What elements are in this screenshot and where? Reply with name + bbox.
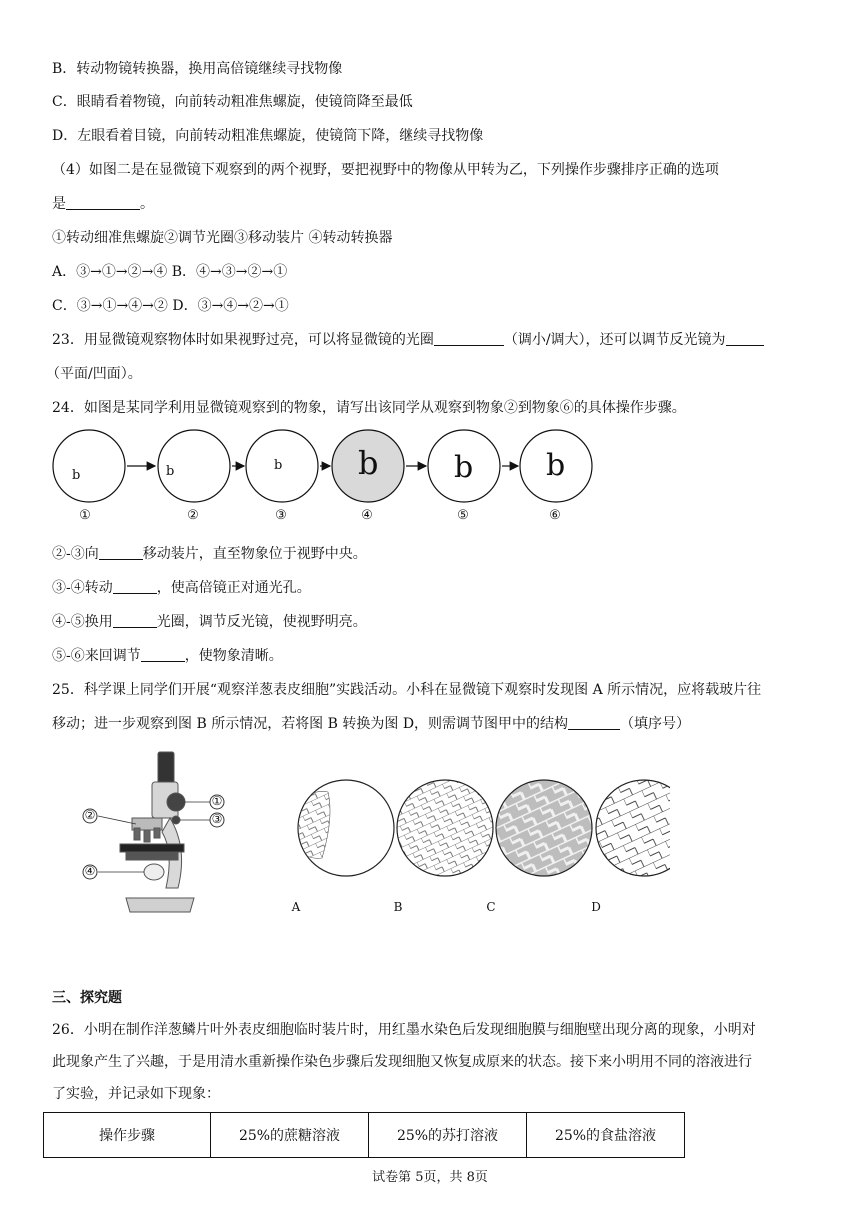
label-3: ③ [211,812,223,826]
view-b-circle [397,780,493,876]
microscope-drawing [70,748,670,928]
page-footer: 试卷第 5页，共 8页 [372,1170,488,1185]
text: 光圈，调节反光镜，使视野明亮。 [156,614,367,630]
question-25: 25．科学课上同学们开展“观察洋葱表皮细胞”实践活动。小科在显微镜下观察时发现图 A 所示情况，应将载玻片往 [52,682,762,698]
microscope-field-sequence [52,428,612,528]
sequence-label: ③ [275,508,287,523]
question-4-options-cd: C．③→①→④→② D．③→④→②→① [52,298,289,314]
answer-blank [99,545,143,560]
microscope [120,752,194,912]
text: 23．用显微镜观察物体时如果视野过亮，可以将显微镜的光圈 [52,332,434,348]
sequence-label: ② [187,508,199,523]
table-cell: 25%的蔗糖溶液 [211,1113,369,1158]
question-23-cont: （平面/凹面）。 [46,366,142,382]
text: ③-④转动 [52,580,113,596]
answer-blank [141,647,185,662]
option-b: B．转动物镜转换器，换用高倍镜继续寻找物像 [52,61,343,77]
answer-blank [434,331,504,346]
table-row [44,1113,685,1158]
text: ④-⑤换用 [52,614,113,630]
section-heading: 三、探究题 [52,990,122,1006]
question-26-cont: 了实验，并记录如下现象： [52,1086,220,1102]
specimen-letter: b [166,464,175,479]
field-1 [53,430,125,502]
answer-blank [113,579,157,594]
text: ②-③向 [52,546,99,562]
text: ，使高倍镜正对通光孔。 [156,580,311,596]
option-c: C．眼睛看着物镜，向前转动粗准焦螺旋，使镜筒降至最低 [52,94,413,110]
text: ，使物象清晰。 [184,648,283,664]
text: 。 [140,196,154,212]
answer-blank [113,613,157,628]
question-24: 24．如图是某同学利用显微镜观察到的物象，请写出该同学从观察到物象②到物象⑥的具体操作步骤。 [52,400,686,416]
question-26: 26．小明在制作洋葱鳞片叶外表皮细胞临时装片时，用红墨水染色后发现细胞膜与细胞壁出现分离的现象，小明对 [52,1022,756,1038]
text: 移动；进一步观察到图 B 所示情况，若将图 B 转换为图 D，则需调节图甲中的结构 [52,716,569,732]
step-4-5 [52,612,367,632]
specimen-letter: b [72,468,81,483]
specimen-letter: b [358,444,379,482]
sequence-figure [52,428,612,528]
question-4: （4）如图二是在显微镜下观察到的两个视野，要把视野中的物像从甲转为乙，下列操作步骤排序正确的选项 [52,162,719,178]
text: 是 [52,196,66,212]
question-26-cont: 此现象产生了兴趣，于是用清水重新操作染色步骤后发现细胞又恢复成原来的状态。接下来小明用不同的溶液进行 [52,1054,752,1070]
answer-blank [726,331,764,346]
question-4-steps: ①转动细准焦螺旋②调节光圈③移动装片 ④转动转换器 [52,230,393,246]
sequence-label: ① [79,508,91,523]
step-3-4 [52,578,311,598]
question-4-answer-line [52,194,154,214]
sequence-label: ⑥ [549,508,561,523]
sequence-label: ⑤ [457,508,469,523]
microscope-figure [70,748,670,928]
experiment-table [43,1112,685,1158]
table-cell: 操作步骤 [44,1113,211,1158]
answer-blank [66,195,140,210]
table-cell: 25%的食盐溶液 [527,1113,685,1158]
question-4-options-ab: A．③→①→②→④ B．④→③→②→① [52,264,288,280]
text: （填序号） [620,716,691,732]
view-d-circle [596,780,670,876]
view-b-label: B [393,900,403,914]
text: （调小/调大），还可以调节反光镜为 [503,332,726,348]
answer-blank [568,715,620,730]
table-cell: 25%的苏打溶液 [369,1113,527,1158]
question-23 [52,330,764,350]
view-c-label: C [486,900,496,914]
text: 移动装片，直至物象位于视野中央。 [142,546,367,562]
view-c-circle [496,780,592,876]
text: ⑤-⑥来回调节 [52,648,141,664]
sequence-label: ④ [361,508,373,523]
label-1: ① [211,794,223,808]
view-a-label: A [291,900,301,914]
step-5-6 [52,646,283,666]
view-d-label: D [591,900,601,914]
option-d: D．左眼看着目镜，向前转动粗准焦螺旋，使镜筒下降，继续寻找物像 [52,128,484,144]
specimen-letter: b [546,448,566,483]
label-4: ④ [84,864,96,878]
specimen-letter: b [454,450,474,485]
label-2: ② [84,808,96,822]
specimen-letter: b [274,458,283,473]
question-25-cont [52,714,690,734]
step-2-3 [52,544,367,564]
